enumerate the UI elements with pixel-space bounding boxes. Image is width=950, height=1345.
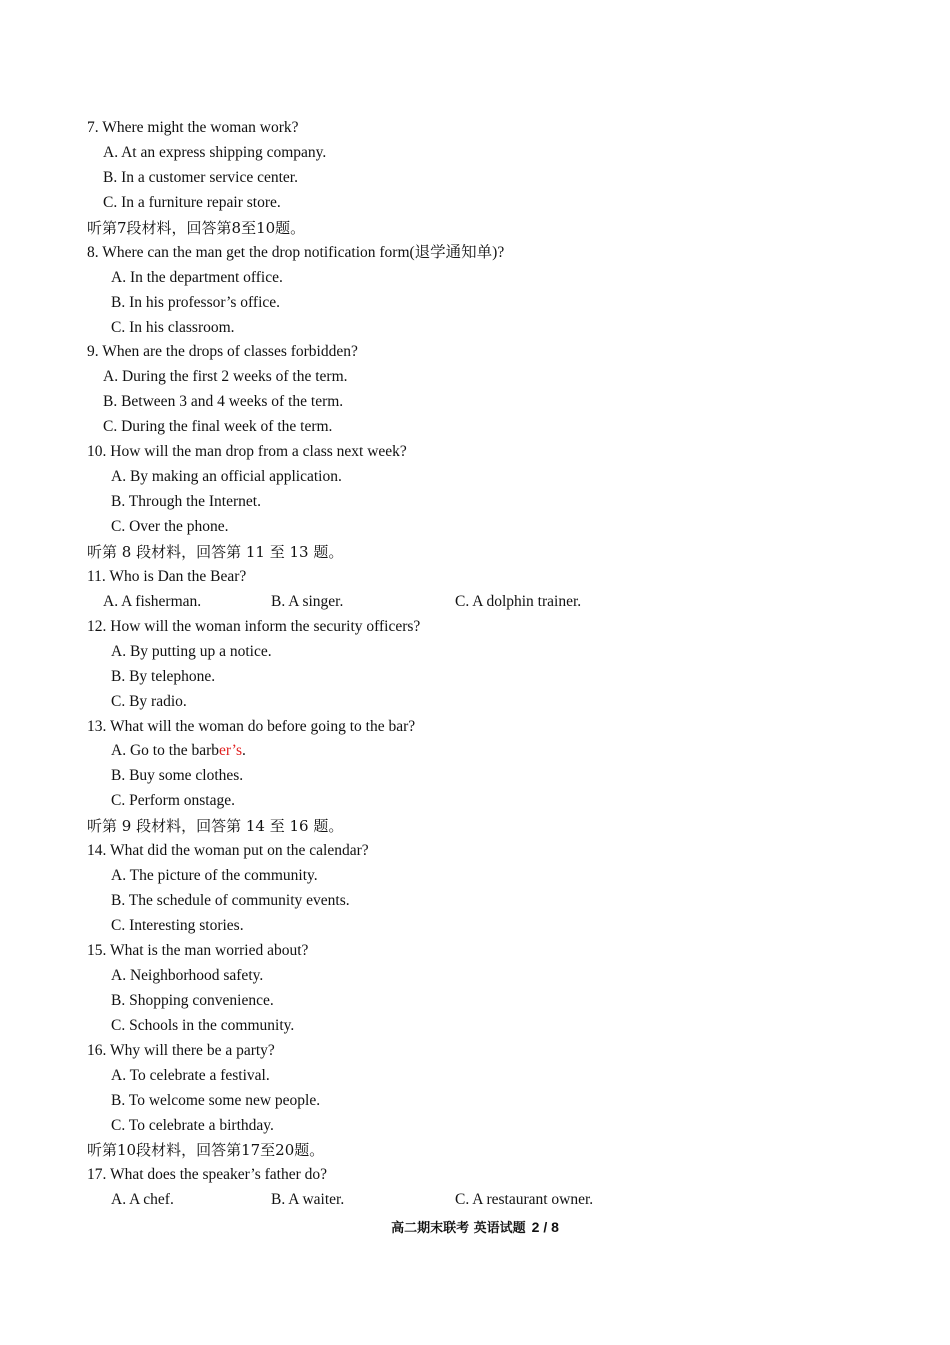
question-15-option-a: A. Neighborhood safety. — [111, 966, 264, 984]
question-16-option-b: B. To welcome some new people. — [111, 1091, 321, 1109]
page-footer — [0, 1217, 950, 1236]
question-13-option-a-highlight: er’s — [219, 742, 243, 760]
question-13-option-a-suffix: . — [242, 742, 246, 760]
section-7-heading: 听第7段材料，回答第8至10题。 — [87, 218, 306, 237]
question-16-option-a: A. To celebrate a festival. — [111, 1066, 270, 1084]
question-7-option-b: B. In a customer service center. — [103, 168, 298, 186]
question-14-option-b: B. The schedule of community events. — [111, 892, 350, 910]
section-10-heading: 听第10段材料，回答第17至20题。 — [87, 1141, 325, 1160]
footer-title: 高二期末联考 英语试题 — [391, 1221, 526, 1236]
question-11-option-a: A. A fisherman. — [103, 592, 202, 610]
question-13-option-a — [87, 739, 887, 764]
question-15-stem: 15. What is the man worried about? — [87, 941, 309, 959]
question-9-stem: 9. When are the drops of classes forbidden? — [87, 343, 358, 361]
question-8-stem: 8. Where can the man get the drop notification form(退学通知单)? — [87, 243, 505, 261]
question-11-options — [87, 590, 887, 615]
question-14-option-a: A. The picture of the community. — [111, 867, 318, 885]
question-15-option-b: B. Shopping convenience. — [111, 991, 274, 1009]
question-10-option-c: C. Over the phone. — [111, 518, 229, 535]
question-11-option-c: C. A dolphin trainer. — [455, 592, 582, 610]
question-12-option-c: C. By radio. — [111, 692, 187, 710]
question-11-option-b: B. A singer. — [271, 592, 344, 610]
question-17-option-c: C. A restaurant owner. — [455, 1191, 594, 1209]
question-11-stem: 11. Who is Dan the Bear? — [87, 567, 247, 585]
question-8-option-a: A. In the department office. — [111, 268, 283, 286]
question-10-option-b: B. Through the Internet. — [111, 493, 261, 511]
question-13-option-a-prefix: A. Go to the barb — [111, 742, 220, 760]
question-13-option-b: B. Buy some clothes. — [111, 767, 244, 785]
question-10-option-a: A. By making an official application. — [111, 468, 342, 486]
question-9-option-a: A. During the first 2 weeks of the term. — [103, 368, 348, 386]
question-15-option-c: C. Schools in the community. — [111, 1016, 295, 1034]
question-17-options — [87, 1188, 887, 1213]
question-7-option-c: C. In a furniture repair store. — [103, 193, 281, 211]
question-17-stem: 17. What does the speaker’s father do? — [87, 1166, 328, 1184]
question-9-option-b: B. Between 3 and 4 weeks of the term. — [103, 393, 344, 411]
question-17-option-a: A. A chef. — [111, 1191, 174, 1209]
question-12-option-a: A. By putting up a notice. — [111, 642, 272, 660]
question-8-option-b: B. In his professor’s office. — [111, 293, 281, 311]
question-12-stem: 12. How will the woman inform the security officers? — [87, 617, 421, 635]
question-16-stem: 16. Why will there be a party? — [87, 1041, 275, 1059]
question-12-option-b: B. By telephone. — [111, 667, 216, 685]
question-9-option-c: C. During the final week of the term. — [103, 418, 333, 436]
question-14-stem: 14. What did the woman put on the calendar? — [87, 842, 369, 860]
question-17-option-b: B. A waiter. — [271, 1191, 345, 1209]
question-14-option-c: C. Interesting stories. — [111, 917, 244, 934]
question-13-stem: 13. What will the woman do before going to the bar? — [87, 717, 416, 735]
question-7-stem: 7. Where might the woman work? — [87, 119, 299, 136]
exam-page-content — [87, 116, 887, 1213]
page-number: 2 / 8 — [531, 1219, 559, 1235]
section-8-heading: 听第 8 段材料，回答第 11 至 13 题。 — [87, 542, 344, 561]
question-7-option-a: A. At an express shipping company. — [103, 143, 327, 161]
question-16-option-c: C. To celebrate a birthday. — [111, 1116, 274, 1134]
section-9-heading: 听第 9 段材料，回答第 14 至 16 题。 — [87, 817, 344, 836]
question-13-option-c: C. Perform onstage. — [111, 792, 235, 810]
question-10-stem: 10. How will the man drop from a class next week? — [87, 443, 407, 461]
question-8-option-c: C. In his classroom. — [111, 318, 235, 336]
